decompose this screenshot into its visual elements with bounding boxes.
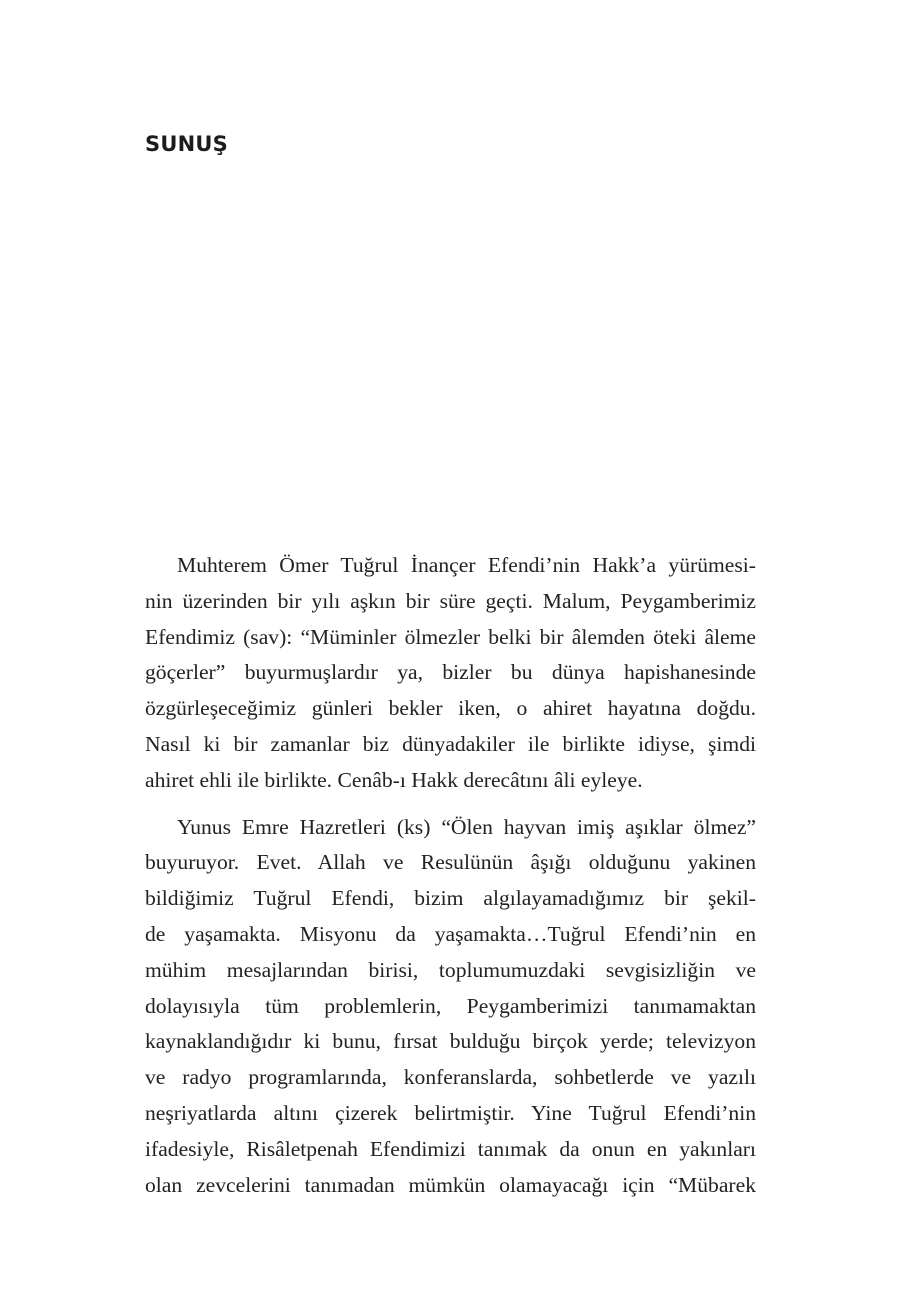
- text-line: Efendimiz (sav): “Müminler ölmezler belki bir âlemden öteki âleme: [145, 624, 756, 649]
- text-line: nin üzerinden bir yılı aşkın bir süre geçti. Malum, Peygamberimiz: [145, 588, 756, 613]
- text-line: buyuruyor. Evet. Allah ve Resulünün âşığı olduğunu yakinen: [145, 850, 756, 875]
- body-text: [145, 548, 756, 1214]
- text-line: ve radyo programlarında, konferanslarda, sohbetlerde ve yazılı: [145, 1065, 756, 1090]
- text-line: dolayısıyla tüm problemlerin, Peygamberimizi tanımamaktan: [145, 993, 756, 1018]
- text-line: kaynaklandığıdır ki bunu, fırsat bulduğu birçok yerde; televizyon: [145, 1029, 756, 1054]
- text-line: olan zevcelerini tanımadan mümkün olamayacağı için “Mübarek: [145, 1172, 756, 1197]
- text-line: göçerler” buyurmuşlardır ya, bizler bu dünya hapishanesinde: [145, 660, 756, 685]
- text-line: Nasıl ki bir zamanlar biz dünyadakiler ile birlikte idiyse, şimdi: [145, 731, 756, 756]
- paragraph-2: [145, 810, 756, 1204]
- text-line: de yaşamakta. Misyonu da yaşamakta…Tuğrul Efendi’nin en: [145, 921, 756, 946]
- text-line: bildiğimiz Tuğrul Efendi, bizim algılayamadığımız bir şekil-: [145, 886, 756, 911]
- text-line: mühim mesajlarından birisi, toplumumuzdaki sevgisizliğin ve: [145, 957, 756, 982]
- section-heading: SUNUŞ: [145, 132, 228, 156]
- text-line: ahiret ehli ile birlikte. Cenâb-ı Hakk derecâtını âli eyleye.: [145, 767, 643, 792]
- paragraph-1: [145, 548, 756, 799]
- text-line: neşriyatlarda altını çizerek belirtmiştir. Yine Tuğrul Efendi’nin: [145, 1100, 756, 1125]
- text-line: ifadesiyle, Risâletpenah Efendimizi tanımak da onun en yakınları: [145, 1136, 756, 1161]
- text-line: Yunus Emre Hazretleri (ks) “Ölen hayvan imiş aşıklar ölmez”: [177, 814, 756, 839]
- text-line: Muhterem Ömer Tuğrul İnançer Efendi’nin Hakk’a yürümesi-: [177, 553, 756, 577]
- text-line: özgürleşeceğimiz günleri bekler iken, o ahiret hayatına doğdu.: [145, 696, 756, 721]
